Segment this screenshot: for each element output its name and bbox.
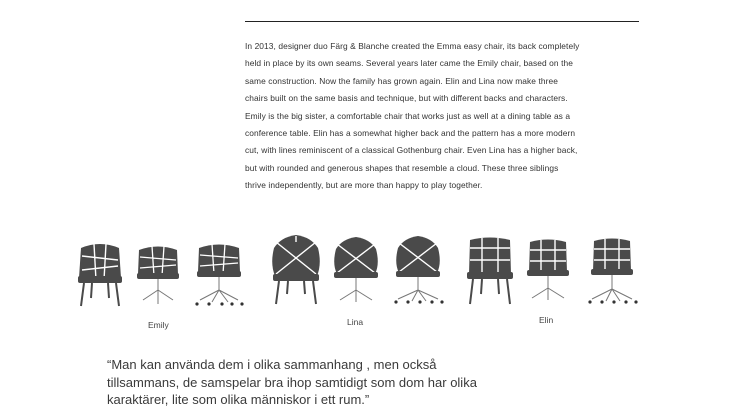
quote-line: karaktärer, lite som olika människor i ett rum.”	[107, 392, 370, 407]
intro-line: but with rounded and generous shapes that resemble a cloud. These three siblings	[245, 162, 559, 173]
quote-line: tillsammans, de samspelar bra ihop samtidigt som dom har olika	[107, 374, 477, 390]
elin-chair-swivel-illustration	[524, 238, 572, 304]
emily-chair-castor-illustration	[192, 242, 246, 308]
chair-illustrations	[0, 228, 746, 318]
top-rule	[245, 21, 639, 22]
lina-chair-swivel-illustration	[330, 236, 382, 304]
elin-chair-castor-illustration	[584, 237, 640, 305]
intro-line: thrive independently, but are more than happy to play together.	[245, 180, 483, 191]
group-label-emily: Emily	[148, 320, 169, 330]
group-label-lina: Lina	[347, 317, 364, 327]
intro-line: chairs built on the same basis and technique, but with different backs and characters.	[245, 93, 568, 104]
intro-line: Emily is the big sister, a comfortable chair that works just as well at a dining table as a	[245, 110, 571, 121]
designer-quote	[107, 356, 577, 409]
group-label-elin: Elin	[539, 315, 554, 325]
lina-chair-wood-legs-illustration	[270, 234, 322, 306]
intro-line: In 2013, designer duo Färg & Blanche created the Emma easy chair, its back completely	[245, 41, 580, 51]
lina-chair-castor-illustration	[390, 235, 446, 305]
quote-line: “Man kan använda dem i olika sammanhang , men också	[107, 357, 437, 372]
emily-chair-wood-legs-illustration	[76, 242, 124, 308]
intro-line: held in place by its own seams. Several years later came the Emily chair, based on the	[245, 58, 573, 69]
intro-line: conference table. Elin has a somewhat higher back and the pattern has a more modern	[245, 128, 576, 139]
emily-chair-swivel-illustration	[135, 244, 181, 308]
elin-chair-wood-legs-illustration	[464, 236, 516, 306]
intro-line: cut, with lines reminiscent of a classical Gothenburg chair. Even Lina has a higher back,	[245, 145, 578, 156]
intro-line: same construction. Now the family has grown again. Elin and Lina now make three	[245, 75, 558, 86]
intro-paragraph	[245, 38, 641, 195]
